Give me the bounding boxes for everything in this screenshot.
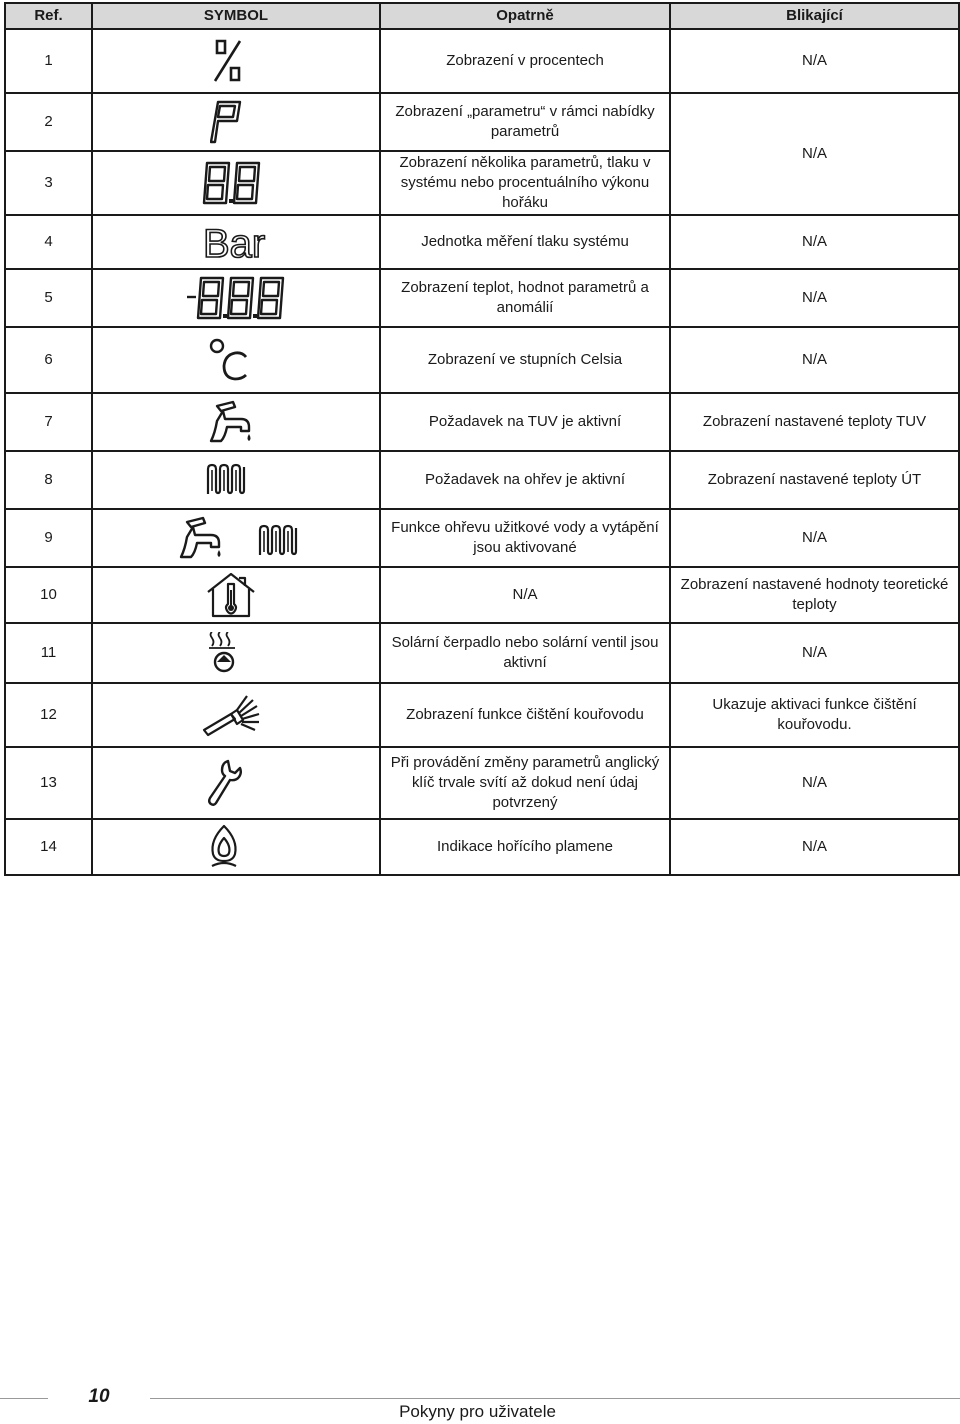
radiator-icon (205, 463, 251, 497)
row-action: Zobrazení funkce čištění kouřovodu (380, 683, 670, 747)
row-ref: 5 (5, 269, 92, 327)
table-row (5, 93, 959, 151)
footer-title: Pokyny pro uživatele (399, 1402, 556, 1421)
footer-rule-left (0, 1398, 48, 1399)
header-action: Opatrně (380, 3, 670, 29)
page-number: 10 (88, 1386, 110, 1407)
row-blinking: N/A (670, 215, 959, 269)
row-blinking: Zobrazení nastavené teploty TUV (670, 393, 959, 451)
house-thermometer-icon (205, 572, 257, 618)
bar-unit-icon (201, 222, 271, 262)
celsius-icon (208, 337, 252, 383)
row-blinking: N/A (670, 509, 959, 567)
row-action: Zobrazení „parametru“ v rámci nabídky parametrů (380, 93, 670, 151)
table-row (5, 683, 959, 747)
row-action: Požadavek na TUV je aktivní (380, 393, 670, 451)
table-row (5, 747, 959, 819)
table-row (5, 327, 959, 393)
row-action: Zobrazení v procentech (380, 29, 670, 93)
row-action: Při provádění změny parametrů anglický klíč trvale svítí až dokud není údaj potvrzený (380, 747, 670, 819)
table-row (5, 269, 959, 327)
row-ref: 13 (5, 747, 92, 819)
tap-icon (207, 400, 255, 444)
row-ref: 14 (5, 819, 92, 875)
percent-icon (207, 38, 247, 84)
row-blinking: Ukazuje aktivaci funkce čištění kouřovodu. (670, 683, 959, 747)
chimney-brush-icon (201, 692, 263, 738)
table-row (5, 509, 959, 567)
table-row (5, 393, 959, 451)
table-row (5, 29, 959, 93)
row-ref: 2 (5, 93, 92, 151)
table-row (5, 819, 959, 875)
row-ref: 7 (5, 393, 92, 451)
row-action: Zobrazení teplot, hodnot parametrů a anomálií (380, 269, 670, 327)
table-row (5, 215, 959, 269)
letter-p-segment-icon (210, 100, 244, 144)
footer-rule-right (150, 1398, 960, 1399)
svg-text:Bar: Bar (203, 222, 266, 262)
two-digit-segment-icon (201, 160, 265, 206)
symbol-table (4, 2, 960, 876)
table-header-row (5, 3, 959, 29)
row-ref: 9 (5, 509, 92, 567)
row-blinking: N/A (670, 269, 959, 327)
row-blinking: N/A (670, 29, 959, 93)
row-ref: 3 (5, 151, 92, 215)
table-row (5, 623, 959, 683)
three-digit-segment-icon (185, 275, 295, 321)
header-ref: Ref. (5, 3, 92, 29)
row-blinking: N/A (670, 327, 959, 393)
row-action: N/A (380, 567, 670, 623)
table-row (5, 451, 959, 509)
row-ref: 10 (5, 567, 92, 623)
row-ref: 6 (5, 327, 92, 393)
row-action: Indikace hořícího plamene (380, 819, 670, 875)
header-symbol: SYMBOL (92, 3, 380, 29)
flame-icon (207, 824, 241, 870)
row-ref: 4 (5, 215, 92, 269)
tap-and-radiator-icon (177, 516, 307, 560)
header-blinking: Blikající (670, 3, 959, 29)
row-blinking: Zobrazení nastavené teploty ÚT (670, 451, 959, 509)
row-action: Požadavek na ohřev je aktivní (380, 451, 670, 509)
row-blinking: N/A (670, 623, 959, 683)
row-action: Zobrazení ve stupních Celsia (380, 327, 670, 393)
wrench-icon (206, 758, 242, 808)
row-action: Jednotka měření tlaku systému (380, 215, 670, 269)
table-row (5, 567, 959, 623)
solar-pump-icon (206, 632, 242, 674)
row-ref: 8 (5, 451, 92, 509)
row-action: Zobrazení několika parametrů, tlaku v systému nebo procentuálního výkonu hořáku (380, 151, 670, 215)
row-ref: 12 (5, 683, 92, 747)
row-blinking: Zobrazení nastavené hodnoty teoretické teploty (670, 567, 959, 623)
row-action: Solární čerpadlo nebo solární ventil jsou aktivní (380, 623, 670, 683)
row-blinking: N/A (670, 747, 959, 819)
row-action: Funkce ohřevu užitkové vody a vytápění jsou aktivované (380, 509, 670, 567)
row-ref: 11 (5, 623, 92, 683)
row-blinking: N/A (670, 819, 959, 875)
row-blinking: N/A (670, 93, 959, 215)
row-ref: 1 (5, 29, 92, 93)
